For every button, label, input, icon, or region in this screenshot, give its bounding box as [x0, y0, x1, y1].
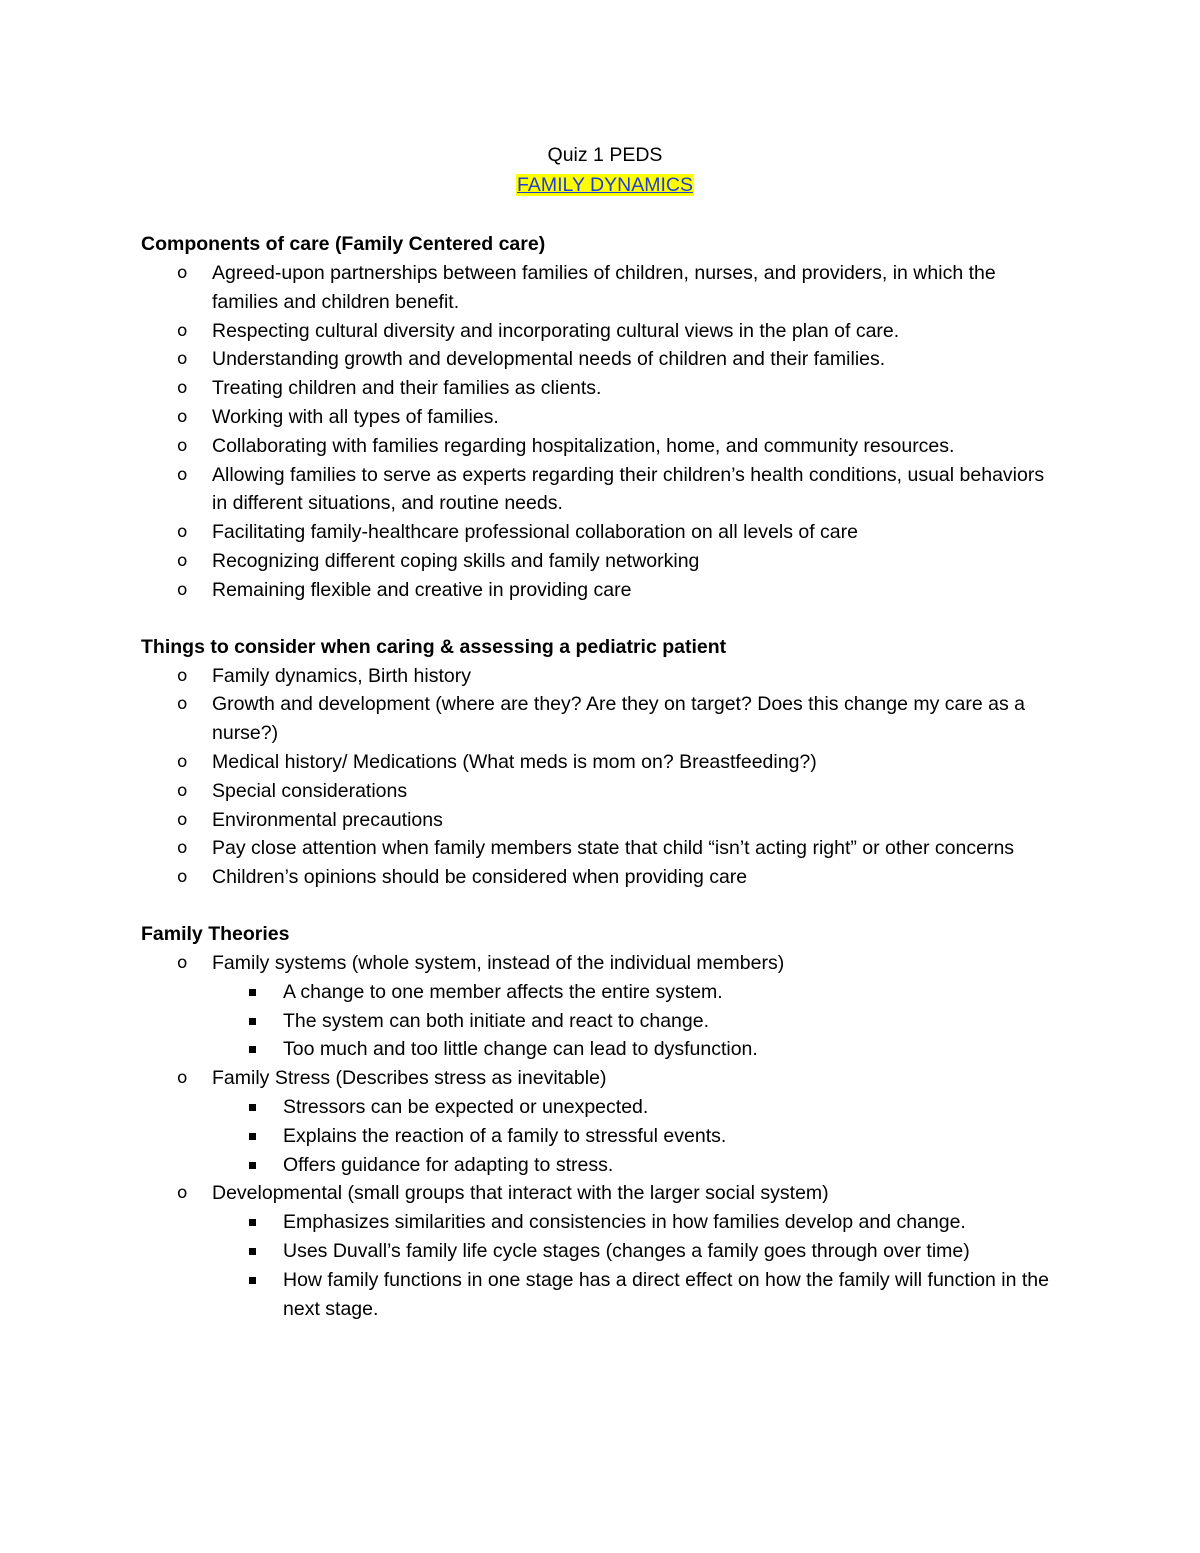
section-heading: Family Theories	[141, 922, 290, 945]
section-family-theories	[141, 920, 1061, 1323]
list-item	[141, 690, 1061, 748]
list-item	[141, 748, 1061, 777]
hollow-circle-icon: o	[177, 349, 188, 370]
section-heading: Things to consider when caring & assessing a pediatric patient	[141, 635, 727, 658]
hollow-circle-icon: o	[177, 522, 188, 543]
square-bullet-icon	[249, 1162, 256, 1169]
list-item	[141, 432, 1061, 461]
list-item-text: Understanding growth and developmental needs of children and their families.	[212, 348, 886, 371]
document-title: Quiz 1 PEDS	[547, 144, 663, 166]
sub-list-item-text: Offers guidance for adapting to stress.	[283, 1153, 614, 1176]
sub-list-item-text: A change to one member affects the entire system.	[283, 980, 723, 1003]
hollow-circle-icon: o	[177, 665, 188, 686]
subtitle-wrap	[95, 170, 1115, 202]
square-bullet-icon	[249, 1046, 256, 1053]
hollow-circle-icon: o	[177, 838, 188, 859]
hollow-circle-icon: o	[177, 464, 188, 485]
list-item-text: Growth and development (where are they? Are they on target? Does this change my care as a nurse?)	[212, 693, 1025, 745]
hollow-circle-icon: o	[177, 809, 188, 830]
list-item-text: Recognizing different coping skills and family networking	[212, 549, 700, 572]
hollow-circle-icon: o	[177, 378, 188, 399]
spacer	[141, 202, 1061, 230]
list-item	[141, 547, 1061, 576]
sub-list-item	[212, 1035, 1061, 1064]
document-content	[141, 140, 1061, 1323]
theory-points	[212, 1093, 1061, 1179]
sub-list-item	[212, 1266, 1061, 1324]
hollow-circle-icon: o	[177, 263, 188, 283]
hollow-circle-icon: o	[177, 867, 188, 888]
sub-list-item	[212, 1151, 1061, 1180]
list-item	[141, 317, 1061, 346]
list-item-text: Facilitating family-healthcare professional collaboration on all levels of care	[212, 521, 858, 544]
sub-list-item-text: Emphasizes similarities and consistencies in how families develop and change.	[283, 1211, 966, 1234]
list-item-text: Environmental precautions	[212, 808, 443, 831]
list-item-text: Pay close attention when family members state that child “isn’t acting right” or other concerns	[212, 837, 1015, 860]
theory-label: Developmental (small groups that interact with the larger social system)	[212, 1182, 829, 1205]
list-item	[141, 259, 1061, 317]
square-bullet-icon	[249, 1018, 256, 1025]
sub-list-item	[212, 1237, 1061, 1266]
list-item-text: Working with all types of families.	[212, 405, 499, 428]
list-item	[141, 863, 1061, 892]
spacer	[141, 892, 1061, 920]
hollow-circle-icon: o	[177, 1068, 188, 1089]
list-item	[141, 834, 1061, 863]
list-item-text: Respecting cultural diversity and incorporating cultural views in the plan of care.	[212, 319, 900, 342]
sub-list-item-text: Explains the reaction of a family to stressful events.	[283, 1124, 727, 1147]
sub-list-item	[212, 978, 1061, 1007]
hollow-circle-icon: o	[177, 1183, 188, 1204]
square-bullet-icon	[249, 1277, 256, 1284]
list-item	[141, 1179, 1061, 1323]
sub-list-item-text: How family functions in one stage has a direct effect on how the family will function in the next stage.	[283, 1268, 1049, 1320]
section-things-to-consider	[141, 633, 1061, 892]
list-item	[141, 374, 1061, 403]
hollow-circle-icon: o	[177, 435, 188, 456]
list-item	[141, 949, 1061, 1064]
sub-list-item	[212, 1093, 1061, 1122]
sub-list-item-text: Uses Duvall’s family life cycle stages (changes a family goes through over time)	[283, 1239, 970, 1262]
theories-list	[141, 949, 1061, 1323]
theory-points	[212, 1208, 1061, 1323]
section-heading: Components of care (Family Centered care)	[141, 233, 546, 255]
list-item	[141, 518, 1061, 547]
square-bullet-icon	[249, 1219, 256, 1226]
list-item-text: Treating children and their families as clients.	[212, 377, 602, 400]
list-item	[141, 461, 1061, 519]
sub-list-item	[212, 1007, 1061, 1036]
hollow-circle-icon: o	[177, 320, 188, 341]
sub-list-item-text: The system can both initiate and react to change.	[283, 1009, 710, 1032]
list-item	[141, 576, 1061, 605]
spacer	[141, 605, 1061, 633]
list-item-text: Agreed-upon partnerships between families of children, nurses, and providers, in which the families and children benefit.	[212, 262, 996, 313]
list-item	[141, 777, 1061, 806]
document-subtitle: FAMILY DYNAMICS	[517, 174, 693, 196]
sub-list-item	[212, 1122, 1061, 1151]
square-bullet-icon	[249, 989, 256, 996]
components-list	[141, 259, 1061, 605]
hollow-circle-icon: o	[177, 550, 188, 571]
square-bullet-icon	[249, 1104, 256, 1111]
theory-points	[212, 978, 1061, 1064]
list-item	[141, 345, 1061, 374]
hollow-circle-icon: o	[177, 579, 188, 600]
sub-list-item-text: Too much and too little change can lead to dysfunction.	[283, 1038, 758, 1061]
list-item	[141, 662, 1061, 691]
list-item	[141, 403, 1061, 432]
square-bullet-icon	[249, 1133, 256, 1140]
theory-label: Family Stress (Describes stress as inevitable)	[212, 1067, 607, 1090]
considerations-list	[141, 662, 1061, 892]
list-item-text: Remaining flexible and creative in providing care	[212, 578, 632, 601]
list-item	[141, 1064, 1061, 1179]
list-item-text: Children’s opinions should be considered when providing care	[212, 866, 748, 889]
list-item-text: Allowing families to serve as experts regarding their children’s health conditions, usual behaviors in different situations, and routine needs.	[212, 463, 1045, 515]
hollow-circle-icon: o	[177, 780, 188, 801]
sub-list-item	[212, 1208, 1061, 1237]
list-item-text: Medical history/ Medications (What meds is mom on? Breastfeeding?)	[212, 750, 817, 773]
theory-label: Family systems (whole system, instead of the individual members)	[212, 951, 785, 974]
square-bullet-icon	[249, 1248, 256, 1255]
list-item-text: Collaborating with families regarding hospitalization, home, and community resources.	[212, 434, 955, 457]
hollow-circle-icon: o	[177, 751, 188, 772]
hollow-circle-icon: o	[177, 952, 188, 973]
section-components-of-care	[141, 230, 1061, 605]
title-block	[95, 140, 1115, 202]
hollow-circle-icon: o	[177, 406, 188, 427]
list-item	[141, 806, 1061, 835]
sub-list-item-text: Stressors can be expected or unexpected.	[283, 1095, 649, 1118]
list-item-text: Family dynamics, Birth history	[212, 664, 471, 687]
list-item-text: Special considerations	[212, 779, 408, 802]
hollow-circle-icon: o	[177, 694, 188, 715]
